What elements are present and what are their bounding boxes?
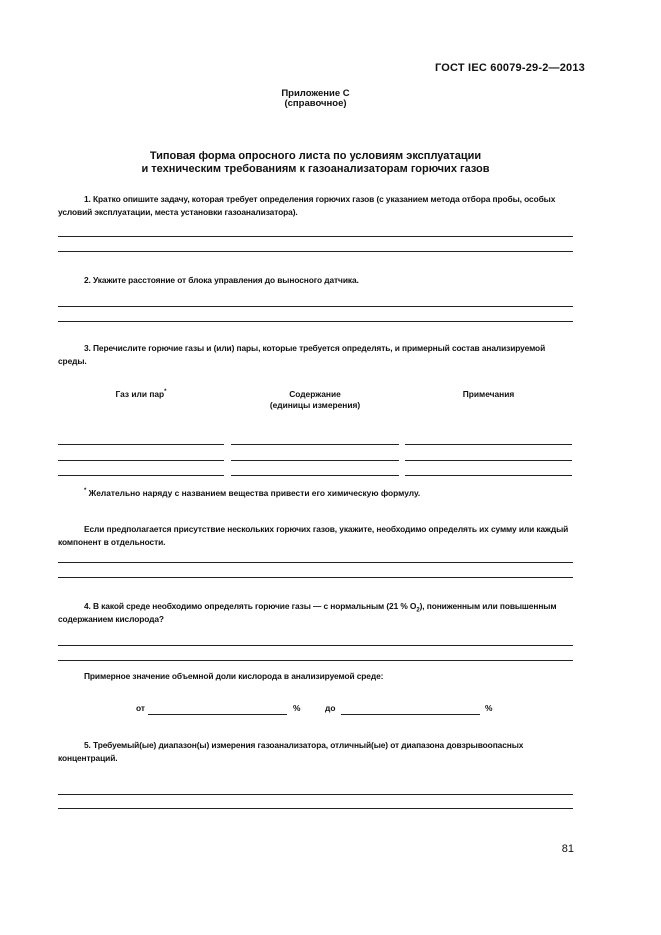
from-value-line[interactable]: [148, 714, 287, 715]
question-2-text: 2. Укажите расстояние от блока управления до выносного датчика.: [84, 275, 359, 285]
table-line-notes: [405, 444, 572, 445]
question-1-text: 1. Кратко опишите задачу, которая требует определения горючих газов (с указанием метода отбора пробы, особых условий эксплуатации, места установки газоанализатора).: [58, 194, 556, 217]
question-4-text: 4. В какой среде необходимо определять горючие газы — с нормальным (21 % $O_2$), пониженным или повышенным содержанием кислорода?: [58, 601, 557, 624]
table-line-gas: [58, 444, 224, 445]
page-number: 81: [561, 843, 574, 855]
column-header-gas: Газ или пар*: [115, 389, 167, 399]
answer-line: [58, 251, 573, 252]
form-title-line1: Типовая форма опросного листа по условиям эксплуатации: [149, 150, 482, 162]
answer-line: [58, 321, 573, 322]
oxygen-prompt: Примерное значение объемной доли кислорода в анализируемой среде:: [84, 671, 384, 681]
column-header-notes: Примечания: [462, 389, 515, 399]
footnote: * Желательно наряду с названием вещества привести его химическую формулу.: [84, 488, 421, 498]
table-line-content: [231, 475, 399, 476]
answer-line: [58, 306, 573, 307]
table-line-notes: [405, 475, 572, 476]
appendix-title: Приложение С: [281, 88, 350, 99]
table-line-gas: [58, 475, 224, 476]
appendix-subtitle: (справочное): [284, 98, 347, 109]
answer-line: [58, 236, 573, 237]
answer-line: [58, 645, 573, 646]
answer-line: [58, 660, 573, 661]
to-value-line[interactable]: [341, 714, 480, 715]
question-5-text: 5. Требуемый(ые) диапазон(ы) измерения газоанализатора, отличный(ые) от диапазона довзрывоопасных концентраций.: [58, 740, 524, 763]
question-3-text: 3. Перечислите горючие газы и (или) пары, которые требуется определять, и примерный состав анализируемой среды.: [58, 343, 546, 366]
percent-sign: %: [293, 703, 301, 713]
table-line-notes: [405, 460, 572, 461]
table-line-content: [231, 460, 399, 461]
answer-line: [58, 808, 573, 809]
answer-line: [58, 577, 573, 578]
to-label: до: [325, 703, 336, 713]
standard-header: ГОСТ IEC 60079-29-2—2013: [434, 62, 585, 74]
answer-line: [58, 794, 573, 795]
form-title-line2: и техническим требованиям к газоанализаторам горючих газов: [141, 163, 490, 175]
percent-sign: %: [485, 703, 493, 713]
from-label: от: [136, 703, 146, 713]
table-line-content: [231, 444, 399, 445]
column-header-content: Содержание (единицы измерения): [269, 389, 361, 410]
question-3-note: Если предполагается присутствие нескольких горючих газов, укажите, необходимо определять их сумму или каждый компонент в отдельности.: [58, 524, 569, 547]
answer-line: [58, 562, 573, 563]
table-line-gas: [58, 460, 224, 461]
